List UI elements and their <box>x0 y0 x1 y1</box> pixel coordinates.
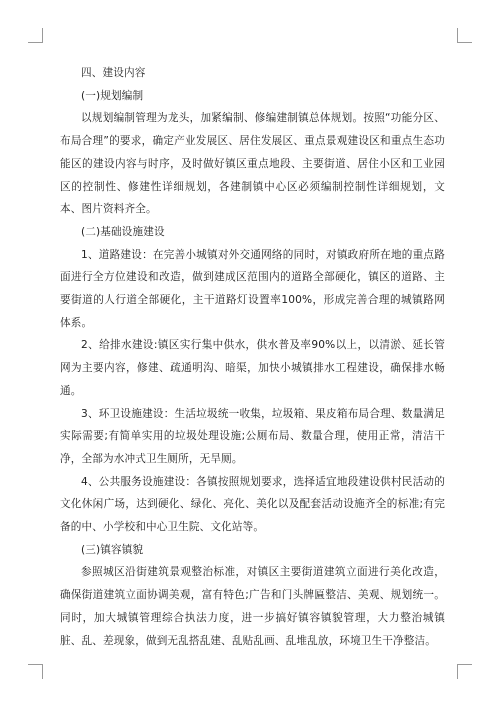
section-heading: 四、建设内容 <box>81 67 146 79</box>
crop-mark-bottom-right <box>457 664 472 679</box>
subsection-heading-townscape: (三)镇容镇貌 <box>81 543 144 556</box>
paragraph-public-service: 4、公共服务设施建设：各镇按照规划要求，选择适宜地段建设供村民活动的文化休闲广场，达到硬化、绿化、亮化、美化以及配套活动设施齐全的标准;有完备的中、小学校和中心卫生院、文化站等。 <box>60 475 445 534</box>
paragraph-sanitation: 3、环卫设施建设：生活垃圾统一收集，垃圾箱、果皮箱布局合理、数量满足实际需要;有简单实用的垃圾处理设施;公厕布局、数量合理，使用正常，清洁干净，全部为水冲式卫生厕所，无旱厕。 <box>60 407 445 465</box>
paragraph-water: 2、给排水建设:镇区实行集中供水，供水普及率90%以上，以清淤、延长管网为主要内容，修建、疏通明沟、暗渠，加快小城镇排水工程建设，确保排水畅通。 <box>60 339 445 397</box>
paragraph-road: 1、道路建设：在完善小城镇对外交通网络的同时，对镇政府所在地的重点路面进行全方位建设和改造，做到建成区范围内的道路全部硬化，镇区的道路、主要街道的人行道全部硬化，主干道路灯设置率100%，形成完善合理的城镇路网体系。 <box>60 248 445 329</box>
paragraph-townscape: 参照城区沿街建筑景观整治标准，对镇区主要街道建筑立面进行美化改造，确保街道建筑立面协调美观，富有特色;广告和门头牌匾整洁、美观、规划统一。同时，加大城镇管理综合执法力度，进一步搞好镇容镇貌管理，大力整治城镇脏、乱、差现象，做到无乱搭乱建、乱贴乱画、乱堆乱放，环境卫生干净整洁。 <box>60 566 445 647</box>
crop-mark-top-left <box>28 28 43 43</box>
document-body <box>60 62 445 652</box>
subsection-heading-infrastructure: (二)基础设施建设 <box>81 225 165 238</box>
paragraph-planning: 以规划编制管理为龙头，加紧编制、修编建制镇总体规划。按照“功能分区、布局合理”的要求，确定产业发展区、居住发展区、重点景观建设区和重点生态功能区的建设内容与时序，及时做好镇区重点地段、主要街道、居住小区和工业园区的控制性、修建性详细规划，各建制镇中心区必须编制控制性详细规划，文本、图片资料齐全。 <box>60 112 445 216</box>
crop-mark-bottom-left <box>28 664 43 679</box>
crop-mark-top-right <box>457 28 472 43</box>
subsection-heading-planning: (一)规划编制 <box>81 89 144 102</box>
